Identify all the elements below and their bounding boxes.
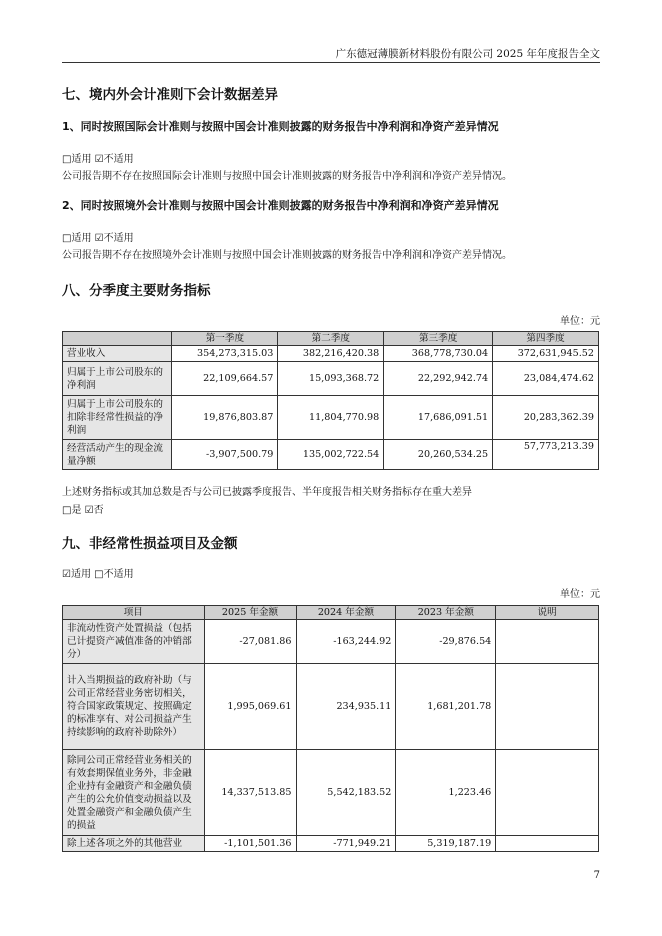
table-row — [63, 664, 599, 750]
cell: -27,081.86 — [204, 620, 296, 664]
cell: 234,935.11 — [296, 664, 396, 750]
cell: 20,283,362.39 — [493, 396, 599, 440]
table-row — [63, 750, 599, 836]
row-label: 经营活动产生的现金流量净额 — [63, 440, 172, 470]
cell: 19,876,803.87 — [172, 396, 278, 440]
cell: 5,542,183.52 — [296, 750, 396, 836]
cell: 17,686,091.51 — [384, 396, 493, 440]
cell: 5,319,187.19 — [396, 836, 496, 852]
table-row — [63, 620, 599, 664]
page-number: 7 — [593, 870, 600, 881]
cell — [496, 664, 599, 750]
cell — [496, 620, 599, 664]
cell: 372,631,945.52 — [493, 346, 599, 362]
header-cell: 第四季度 — [493, 332, 599, 346]
cell: 14,337,513.85 — [204, 750, 296, 836]
section-7-2-title: 2、同时按照境外会计准则与按照中国会计准则披露的财务报告中净利润和净资产差异情况 — [62, 199, 499, 212]
cell: 22,109,664.57 — [172, 362, 278, 396]
table-header-row — [63, 606, 599, 620]
row-label: 归属于上市公司股东的净利润 — [63, 362, 172, 396]
cell — [496, 750, 599, 836]
cell: 1,681,201.78 — [396, 664, 496, 750]
cell: -29,876.54 — [396, 620, 496, 664]
quarterly-table — [62, 331, 599, 470]
table-row — [63, 836, 599, 852]
cell — [496, 836, 599, 852]
table-row — [63, 440, 599, 470]
section-9-title: 九、非经常性损益项目及金额 — [62, 536, 238, 552]
header-cell: 说明 — [496, 606, 599, 620]
section-9-unit: 单位：元 — [560, 589, 600, 600]
header-cell: 第二季度 — [278, 332, 384, 346]
header-cell: 第一季度 — [172, 332, 278, 346]
cell: 15,093,368.72 — [278, 362, 384, 396]
section-8-note: 上述财务指标或其加总数是否与公司已披露季度报告、半年度报告相关财务指标存在重大差异 — [62, 487, 472, 498]
cell: 135,002,722.54 — [278, 440, 384, 470]
header-cell — [63, 332, 172, 346]
cell: -3,907,500.79 — [172, 440, 278, 470]
non-recurring-table — [62, 605, 599, 852]
table-row — [63, 362, 599, 396]
cell: 1,223.46 — [396, 750, 496, 836]
section-7-title: 七、境内外会计准则下会计数据差异 — [62, 87, 278, 103]
section-7-1-text: 公司报告期不存在按照国际会计准则与按照中国会计准则披露的财务报告中净利润和净资产差异情况。 — [62, 171, 512, 182]
cell: 23,084,474.62 — [493, 362, 599, 396]
section-8-option: □是 ☑否 — [62, 505, 104, 516]
row-label: 计入当期损益的政府补助（与公司正常经营业务密切相关，符合国家政策规定、按照确定的标准享有、对公司损益产生持续影响的政府补助除外） — [63, 664, 205, 750]
cell: -1,101,501.36 — [204, 836, 296, 852]
section-8-title: 八、分季度主要财务指标 — [62, 283, 211, 299]
cell: -771,949.21 — [296, 836, 396, 852]
row-label: 除同公司正常经营业务相关的有效套期保值业务外，非金融企业持有金融资产和金融负债产生的公允价值变动损益以及处置金融资产和金融负债产生的损益 — [63, 750, 205, 836]
row-label: 营业收入 — [63, 346, 172, 362]
section-7-1-title: 1、同时按照国际会计准则与按照中国会计准则披露的财务报告中净利润和净资产差异情况 — [62, 120, 499, 133]
section-8-unit: 单位：元 — [560, 316, 600, 327]
cell: 22,292,942.74 — [384, 362, 493, 396]
section-7-2-text: 公司报告期不存在按照境外会计准则与按照中国会计准则披露的财务报告中净利润和净资产差异情况。 — [62, 250, 512, 261]
cell: 20,260,534.25 — [384, 440, 493, 470]
cell: 1,995,069.61 — [204, 664, 296, 750]
table-row — [63, 396, 599, 440]
cell: 354,273,315.03 — [172, 346, 278, 362]
cell: 368,778,730.04 — [384, 346, 493, 362]
page-header: 广东德冠薄膜新材料股份有限公司 2025 年年度报告全文 — [62, 46, 600, 63]
table-header-row — [63, 332, 599, 346]
header-cell: 2025 年金额 — [204, 606, 296, 620]
row-label: 非流动性资产处置损益（包括已计提资产减值准备的冲销部分） — [63, 620, 205, 664]
cell: 11,804,770.98 — [278, 396, 384, 440]
section-9-option: ☑适用 □不适用 — [62, 569, 134, 580]
header-cell: 2023 年金额 — [396, 606, 496, 620]
section-7-2-option: □适用 ☑不适用 — [62, 233, 134, 244]
header-cell: 2024 年金额 — [296, 606, 396, 620]
header-cell: 项目 — [63, 606, 205, 620]
cell: 382,216,420.38 — [278, 346, 384, 362]
cell: -163,244.92 — [296, 620, 396, 664]
header-cell: 第三季度 — [384, 332, 493, 346]
table-row — [63, 346, 599, 362]
row-label: 除上述各项之外的其他营业 — [63, 836, 205, 852]
cell: 57,773,213.39 — [493, 440, 599, 470]
section-7-1-option: □适用 ☑不适用 — [62, 154, 134, 165]
row-label: 归属于上市公司股东的扣除非经常性损益的净利润 — [63, 396, 172, 440]
